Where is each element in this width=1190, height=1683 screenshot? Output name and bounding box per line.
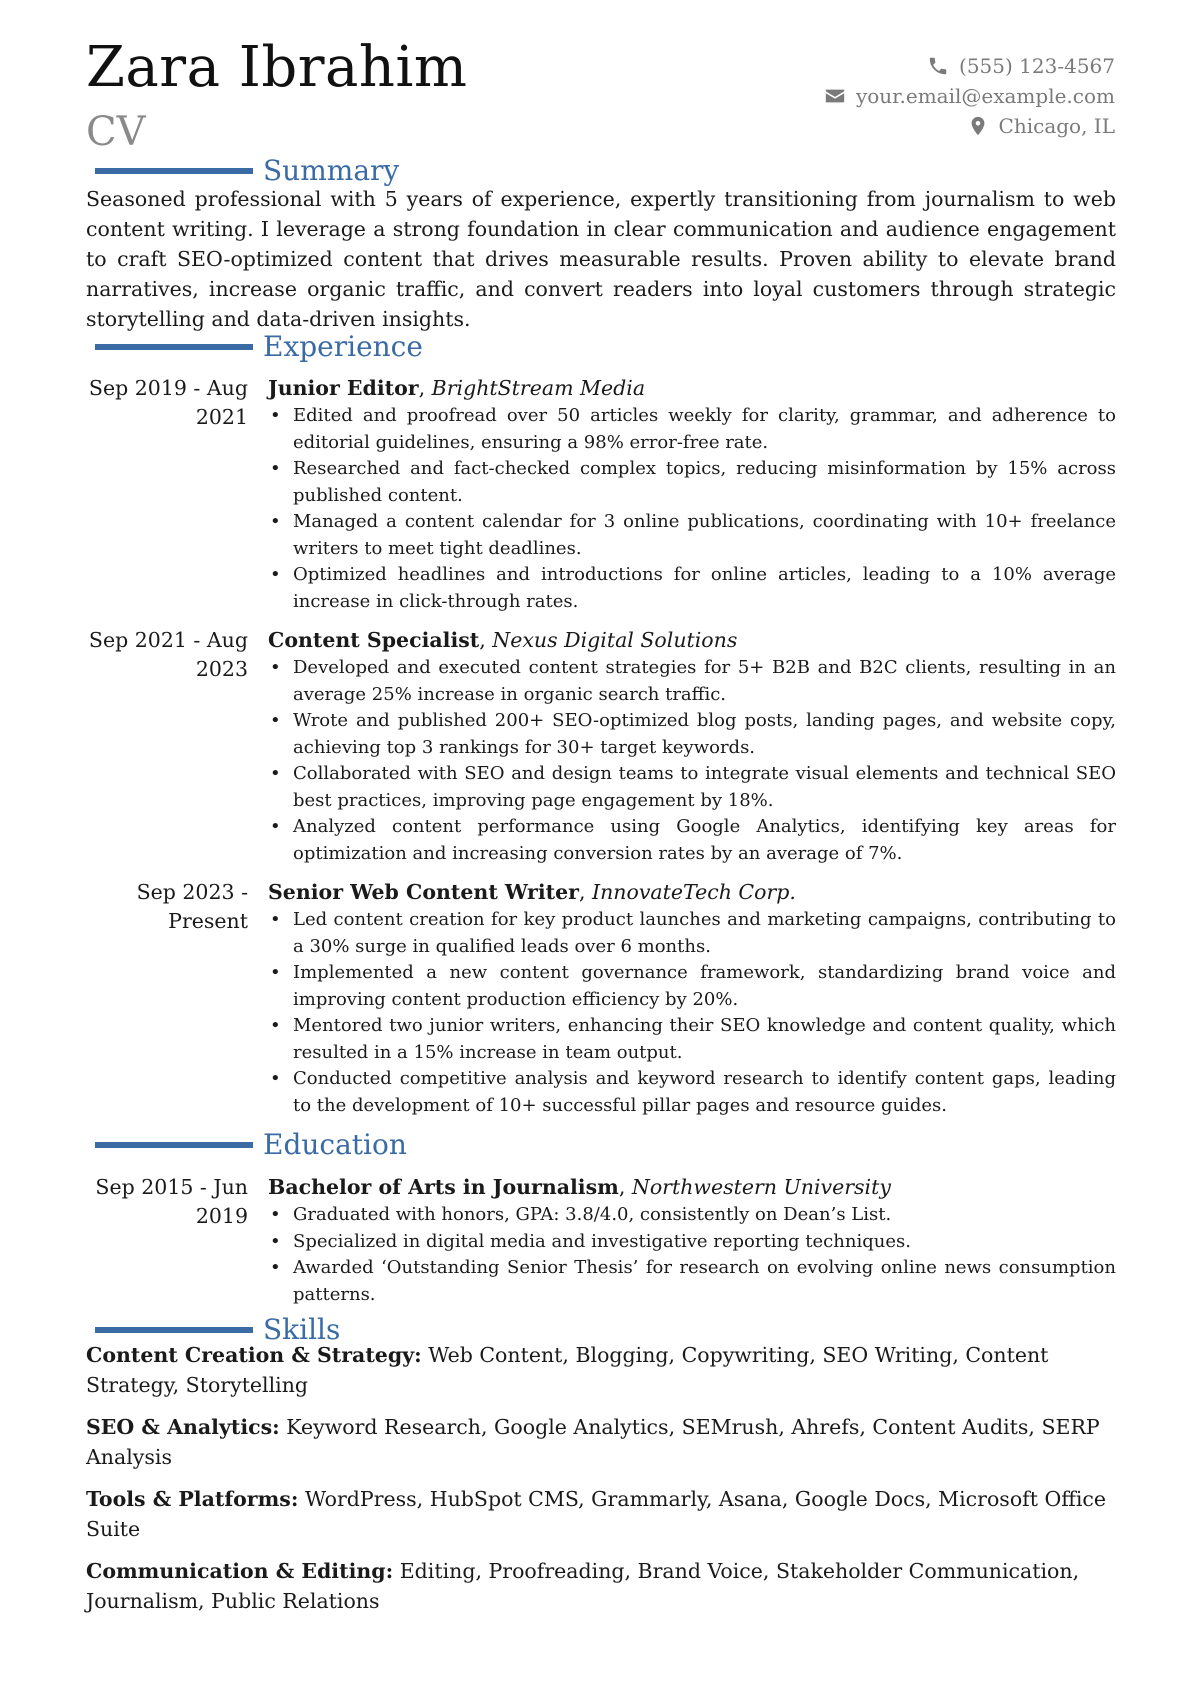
organization: InnovateTech Corp. xyxy=(591,880,796,904)
skill-category xyxy=(86,1484,1116,1544)
skill-category-items: WordPress, HubSpot CMS, Grammarly, Asana, Google Docs, Microsoft Office Suite xyxy=(86,1487,1107,1541)
job-title: Content Specialist xyxy=(268,628,480,652)
contact-phone xyxy=(927,54,1115,78)
section-heading-experience xyxy=(95,330,423,364)
list-item: • Collaborated with SEO and design teams to integrate visual elements and technical SEO best practices, improving page engagement by 18%. xyxy=(268,761,1116,814)
section-accent-bar xyxy=(95,1327,253,1333)
section-title: Experience xyxy=(263,330,423,363)
entry-date: Sep 2019 - Aug 2021 xyxy=(88,376,248,429)
bullet-list xyxy=(268,655,1116,867)
section-title: Education xyxy=(263,1128,407,1161)
institution: Northwestern University xyxy=(631,1175,891,1199)
entry-title: Senior Web Content Writer, InnovateTech Corp. xyxy=(268,880,796,904)
email-link[interactable]: your.email@example.com xyxy=(855,84,1115,108)
section-heading-education xyxy=(95,1128,407,1162)
location-text: Chicago, IL xyxy=(998,114,1115,138)
entry-body xyxy=(268,1173,1116,1308)
map-pin-icon xyxy=(967,115,989,137)
entry-body xyxy=(268,878,1116,1119)
degree-title: Bachelor of Arts in Journalism xyxy=(268,1175,619,1199)
organization: Nexus Digital Solutions xyxy=(492,628,738,652)
entry-title: Content Specialist, Nexus Digital Solutions xyxy=(268,628,738,652)
bullet-list xyxy=(268,1202,1116,1308)
skill-category-items: Keyword Research, Google Analytics, SEMrush, Ahrefs, Content Audits, SERP Analysis xyxy=(86,1415,1100,1469)
section-heading-summary xyxy=(95,154,399,188)
section-accent-bar xyxy=(95,168,253,174)
skill-category-label: SEO & Analytics: xyxy=(86,1415,280,1439)
list-item: • Implemented a new content governance framework, standardizing brand voice and improving content production efficiency by 20%. xyxy=(268,960,1116,1013)
job-title: Junior Editor xyxy=(268,376,419,400)
list-item: • Edited and proofread over 50 articles weekly for clarity, grammar, and adherence to editorial guidelines, ensuring a 98% error-free rate. xyxy=(268,403,1116,456)
skill-category-label: Tools & Platforms: xyxy=(86,1487,299,1511)
skill-category xyxy=(86,1556,1116,1616)
document-subtitle: CV xyxy=(86,109,146,155)
list-item: • Mentored two junior writers, enhancing their SEO knowledge and content quality, which resulted in a 15% increase in team output. xyxy=(268,1013,1116,1066)
list-item: • Led content creation for key product launches and marketing campaigns, contributing to a 30% surge in qualified leads over 6 months. xyxy=(268,907,1116,960)
entry-title: Junior Editor, BrightStream Media xyxy=(268,376,646,400)
skill-category-label: Content Creation & Strategy: xyxy=(86,1343,422,1367)
list-item: • Wrote and published 200+ SEO-optimized blog posts, landing pages, and website copy, achieving top 3 rankings for 30+ target keywords. xyxy=(268,708,1116,761)
list-item: • Conducted competitive analysis and keyword research to identify content gaps, leading to the development of 10+ successful pillar pages and resource guides. xyxy=(268,1066,1116,1119)
contact-email xyxy=(824,84,1115,108)
job-title: Senior Web Content Writer xyxy=(268,880,579,904)
list-item: • Analyzed content performance using Google Analytics, identifying key areas for optimization and increasing conversion rates by an average of 7%. xyxy=(268,814,1116,867)
envelope-icon xyxy=(824,85,846,107)
list-item: • Managed a content calendar for 3 online publications, coordinating with 10+ freelance writers to meet tight deadlines. xyxy=(268,509,1116,562)
entry-body xyxy=(268,626,1116,867)
bullet-list xyxy=(268,907,1116,1119)
entry-date: Sep 2023 - Present xyxy=(136,880,248,933)
skill-category xyxy=(86,1340,1116,1400)
skill-category-items: Web Content, Blogging, Copywriting, SEO Writing, Content Strategy, Storytelling xyxy=(86,1343,1049,1397)
section-title: Summary xyxy=(263,154,400,187)
entry-date: Sep 2021 - Aug 2023 xyxy=(88,628,248,681)
contact-location xyxy=(967,114,1115,138)
organization: BrightStream Media xyxy=(431,376,646,400)
bullet-list xyxy=(268,403,1116,615)
section-title: Skills xyxy=(263,1313,341,1346)
skills-list xyxy=(86,1340,1116,1628)
skill-category xyxy=(86,1412,1116,1472)
phone-number[interactable]: (555) 123-4567 xyxy=(959,54,1115,78)
list-item: • Researched and fact-checked complex topics, reducing misinformation by 15% across published content. xyxy=(268,456,1116,509)
list-item: • Optimized headlines and introductions for online articles, leading to a 10% average increase in click-through rates. xyxy=(268,562,1116,615)
section-accent-bar xyxy=(95,344,253,350)
skill-category-items: Editing, Proofreading, Brand Voice, Stakeholder Communication, Journalism, Public Relations xyxy=(86,1559,1080,1613)
person-name: Zara Ibrahim xyxy=(86,35,468,100)
skill-category-label: Communication & Editing: xyxy=(86,1559,394,1583)
section-accent-bar xyxy=(95,1142,253,1148)
contact-info xyxy=(824,54,1115,138)
list-item: • Developed and executed content strategies for 5+ B2B and B2C clients, resulting in an average 25% increase in organic search traffic. xyxy=(268,655,1116,708)
summary-text: Seasoned professional with 5 years of experience, expertly transitioning from journalism to web content writing. I leverage a strong foundation in clear communication and audience engagement to craft SEO-optimized content that drives measurable results. Proven ability to elevate brand narratives, increase organic traffic, and convert readers into loyal customers through strategic storytelling and data-driven insights. xyxy=(86,187,1116,331)
list-item: • Graduated with honors, GPA: 3.8/4.0, consistently on Dean’s List. xyxy=(268,1202,1116,1229)
entry-date: Sep 2015 - Jun 2019 xyxy=(95,1175,248,1228)
entry-title: Bachelor of Arts in Journalism, Northwestern University xyxy=(268,1175,891,1199)
entry-body xyxy=(268,374,1116,615)
list-item: • Specialized in digital media and investigative reporting techniques. xyxy=(268,1229,1116,1256)
list-item: • Awarded ‘Outstanding Senior Thesis’ for research on evolving online news consumption patterns. xyxy=(268,1255,1116,1308)
phone-icon xyxy=(927,55,949,77)
